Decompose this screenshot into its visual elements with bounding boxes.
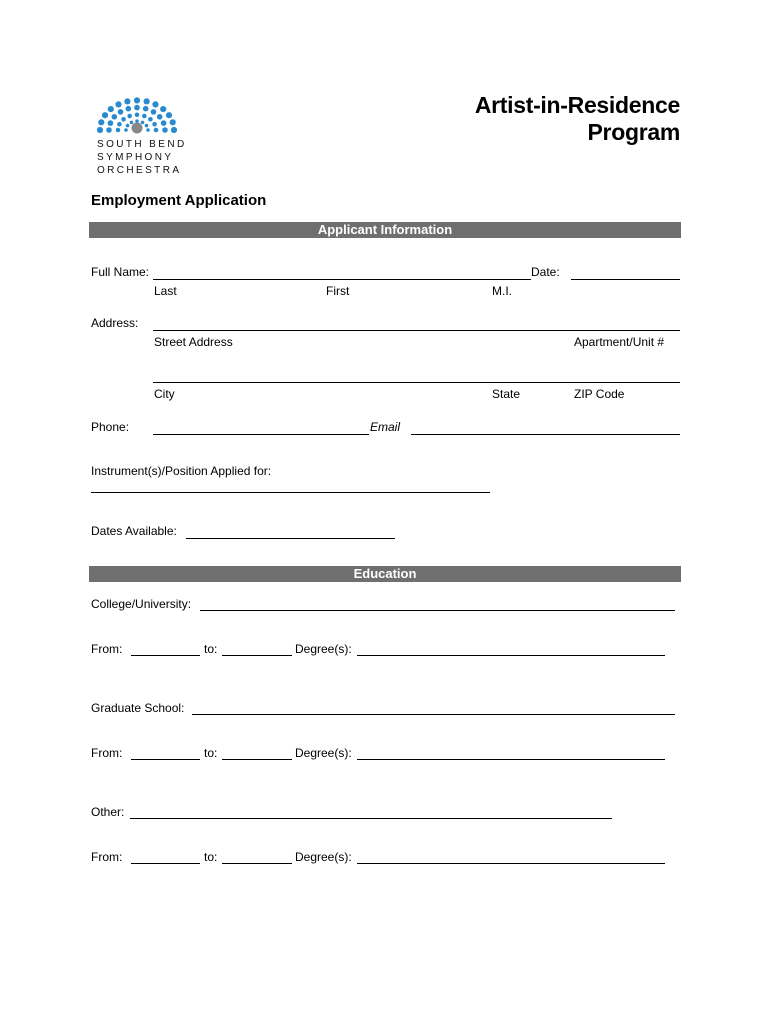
apartment-caption: Apartment/Unit #	[574, 335, 665, 349]
zip-code-caption: ZIP Code	[574, 387, 625, 401]
middle-initial-caption: M.I.	[492, 284, 512, 298]
logo-dot	[151, 109, 157, 115]
other-to-label: to:	[204, 850, 218, 864]
logo-dot	[166, 112, 172, 118]
logo-dot	[97, 127, 103, 133]
logo-dot	[143, 106, 149, 112]
dates-available-field[interactable]	[186, 538, 395, 539]
orchestra-logo-icon	[90, 94, 186, 138]
full-name-label: Full Name:	[91, 265, 150, 279]
applicant-section-header: Applicant Information	[89, 222, 681, 238]
college-degree-field[interactable]	[357, 655, 665, 656]
form-heading: Employment Application	[91, 192, 267, 209]
city-caption: City	[154, 387, 175, 401]
college-field[interactable]	[200, 610, 675, 611]
instrument-field[interactable]	[91, 492, 490, 493]
logo-dot	[134, 105, 140, 111]
email-label: Email	[370, 420, 401, 434]
logo-dot	[154, 128, 159, 133]
instrument-label: Instrument(s)/Position Applied for:	[91, 464, 272, 478]
college-from-label: From:	[91, 642, 123, 656]
logo-dot	[102, 112, 108, 118]
logo-dot	[115, 101, 121, 107]
logo-dot	[171, 127, 177, 133]
logo-text	[97, 138, 187, 177]
logo-line-1: SOUTH BEND	[97, 139, 187, 150]
logo-dot	[124, 98, 130, 104]
city-state-zip-field[interactable]	[153, 382, 680, 383]
logo-dot	[124, 128, 128, 132]
logo-dot	[134, 97, 140, 103]
last-name-caption: Last	[154, 284, 177, 298]
email-field[interactable]	[411, 434, 680, 435]
logo-dot	[116, 128, 121, 133]
logo-dot	[152, 122, 157, 127]
state-caption: State	[492, 387, 521, 401]
logo-dot	[112, 114, 118, 120]
logo-dot	[161, 120, 167, 126]
logo-dot	[144, 98, 150, 104]
logo-dot	[130, 121, 134, 125]
logo-dot	[121, 117, 126, 122]
college-label: College/University:	[91, 597, 192, 611]
other-degree-label: Degree(s):	[295, 850, 352, 864]
logo-dot	[146, 128, 150, 132]
college-to-field[interactable]	[222, 655, 292, 656]
logo-line-3: ORCHESTRA	[97, 165, 182, 176]
address-label: Address:	[91, 316, 139, 330]
logo-dot	[135, 113, 140, 118]
logo-dot	[117, 122, 122, 127]
other-school-field[interactable]	[130, 818, 612, 819]
other-from-field[interactable]	[131, 863, 200, 864]
logo-dot	[157, 114, 163, 120]
logo-dot	[152, 101, 158, 107]
logo-dot	[145, 124, 149, 128]
program-title-line-2: Program	[587, 119, 680, 145]
graduate-school-label: Graduate School:	[91, 701, 185, 715]
other-to-field[interactable]	[222, 863, 292, 864]
logo-dot	[142, 114, 147, 119]
logo-dot	[170, 119, 176, 125]
program-title-line-1: Artist-in-Residence	[474, 92, 680, 118]
logo-dot	[126, 124, 130, 128]
graduate-from-label: From:	[91, 746, 123, 760]
dates-available-label: Dates Available:	[91, 524, 177, 538]
logo-dot	[148, 117, 153, 122]
phone-label: Phone:	[91, 420, 130, 434]
logo-line-2: SYMPHONY	[97, 152, 174, 163]
college-degree-label: Degree(s):	[295, 642, 352, 656]
street-address-caption: Street Address	[154, 335, 233, 349]
education-section-header: Education	[89, 566, 681, 582]
logo-dot	[127, 114, 132, 119]
logo-dot	[108, 106, 114, 112]
logo-dot	[126, 106, 132, 112]
graduate-from-field[interactable]	[131, 759, 200, 760]
logo-dot	[108, 120, 114, 126]
logo-dot	[106, 127, 112, 133]
logo-dot	[162, 127, 168, 133]
full-name-field[interactable]	[153, 279, 531, 280]
phone-field[interactable]	[153, 434, 369, 435]
graduate-to-field[interactable]	[222, 759, 292, 760]
graduate-to-label: to:	[204, 746, 218, 760]
other-from-label: From:	[91, 850, 123, 864]
logo-dot	[98, 119, 104, 125]
program-title	[475, 92, 680, 146]
other-degree-field[interactable]	[357, 863, 665, 864]
graduate-degree-label: Degree(s):	[295, 746, 352, 760]
college-from-field[interactable]	[131, 655, 200, 656]
logo-dot	[141, 121, 145, 125]
logo-dot	[118, 109, 124, 115]
college-to-label: to:	[204, 642, 218, 656]
other-school-label: Other:	[91, 805, 125, 819]
street-address-field[interactable]	[153, 330, 680, 331]
date-label: Date:	[531, 265, 560, 279]
logo-dot	[135, 119, 139, 123]
graduate-degree-field[interactable]	[357, 759, 665, 760]
date-field[interactable]	[571, 279, 680, 280]
first-name-caption: First	[326, 284, 350, 298]
logo-dot	[160, 106, 166, 112]
graduate-school-field[interactable]	[192, 714, 675, 715]
logo-center-dot	[132, 123, 143, 134]
